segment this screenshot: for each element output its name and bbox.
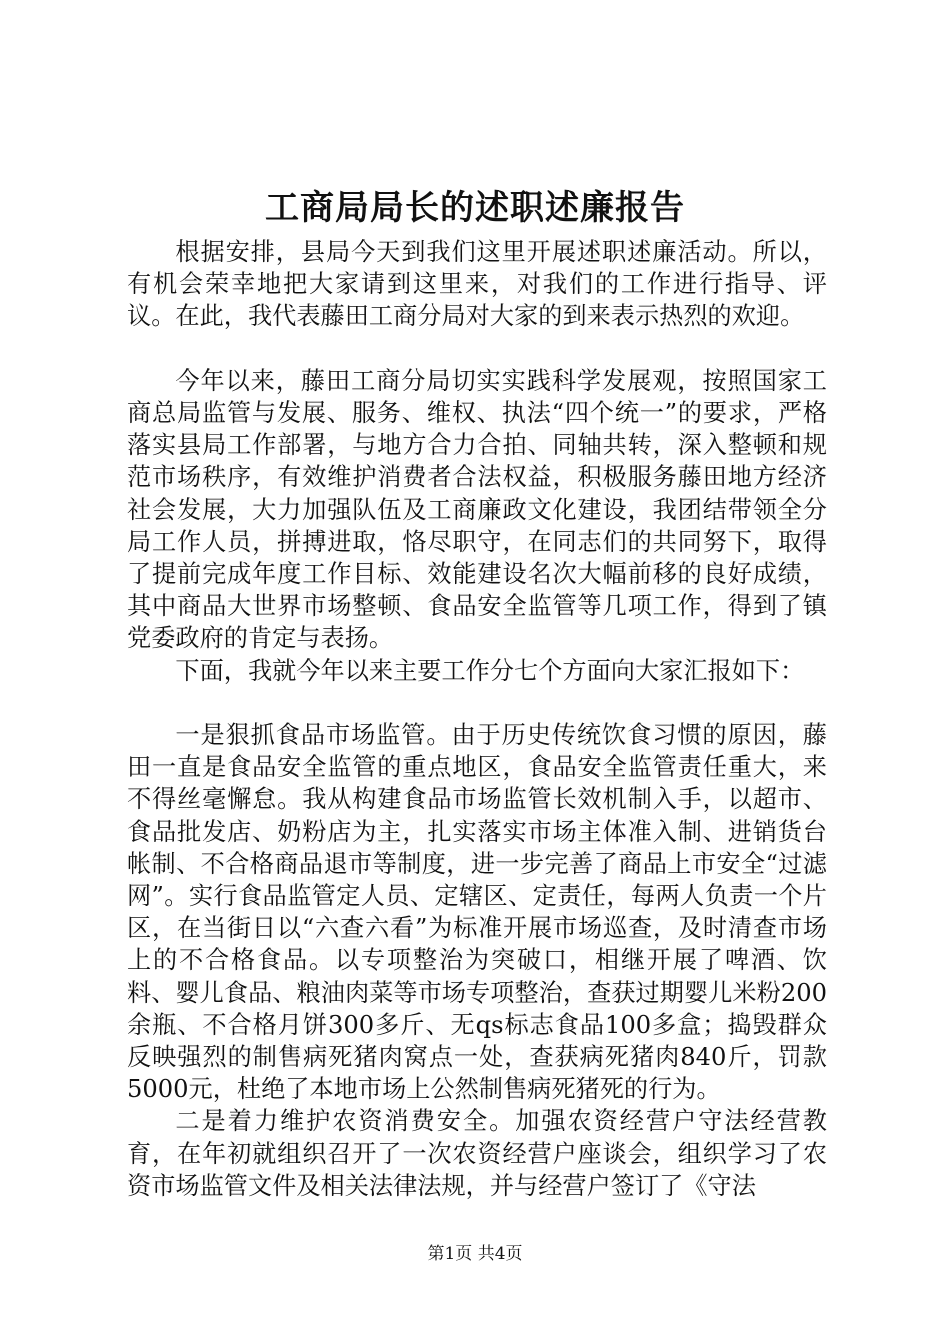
page-footer: 第1页 共4页: [427, 1244, 523, 1264]
paragraph-report-lead: 下面，我就今年以来主要工作分七个方面向大家汇报如下：: [175, 656, 805, 685]
document-body: [127, 236, 827, 1202]
paragraph-intro: 根据安排，县局今天到我们这里开展述职述廉活动。所以，有机会荣幸地把大家请到这里来，对我们的工作进行指导、评议。在此，我代表藤田工商分局对大家的到来表示热烈的欢迎。: [127, 238, 827, 331]
document-title: 工商局局长的述职述廉报告: [265, 188, 685, 228]
paragraph-agricultural-supplies: 二是着力维护农资消费安全。加强农资经营户守法经营教育，在年初就组织召开了一次农资经营户座谈会，组织学习了农资市场监管文件及相关法律法规，并与经营户签订了《守法: [127, 1107, 827, 1200]
paragraph-overview: 今年以来，藤田工商分局切实实践科学发展观，按照国家工商总局监管与发展、服务、维权、执法“四个统一”的要求，严格落实县局工作部署，与地方合力合拍、同轴共转，深入整顿和规范市场秩序，有效维护消费者合法权益，积极服务藤田地方经济社会发展，大力加强队伍及工商廉政文化建设，我团结带领全分局工作人员，拼搏进取，恪尽职守，在同志们的共同努下，取得了提前完成年度工作目标、效能建设名次大幅前移的良好成绩，其中商品大世界市场整顿、食品安全监管等几项工作，得到了镇党委政府的肯定与表扬。: [127, 366, 827, 653]
paragraph-food-supervision: 一是狠抓食品市场监管。由于历史传统饮食习惯的原因，藤田一直是食品安全监管的重点地区，食品安全监管责任重大，来不得丝毫懈怠。我从构建食品市场监管长效机制入手，以超市、食品批发店、奶粉店为主，扎实落实市场主体准入制、进销货台帐制、不合格商品退市等制度，进一步完善了商品上市安全“过滤网”。实行食品监管定人员、定辖区、定责任，每两人负责一个片区，在当街日以“六查六看”为标准开展市场巡查，及时清查市场上的不合格食品。以专项整治为突破口，相继开展了啤酒、饮料、婴儿食品、粮油肉菜等市场专项整治，查获过期婴儿米粉200余瓶、不合格月饼300多斤、无qs标志食品100多盒；捣毁群众反映强烈的制售病死猪肉窝点一处，查获病死猪肉840斤，罚款5000元，杜绝了本地市场上公然制售病死猪死的行为。: [127, 721, 827, 1104]
